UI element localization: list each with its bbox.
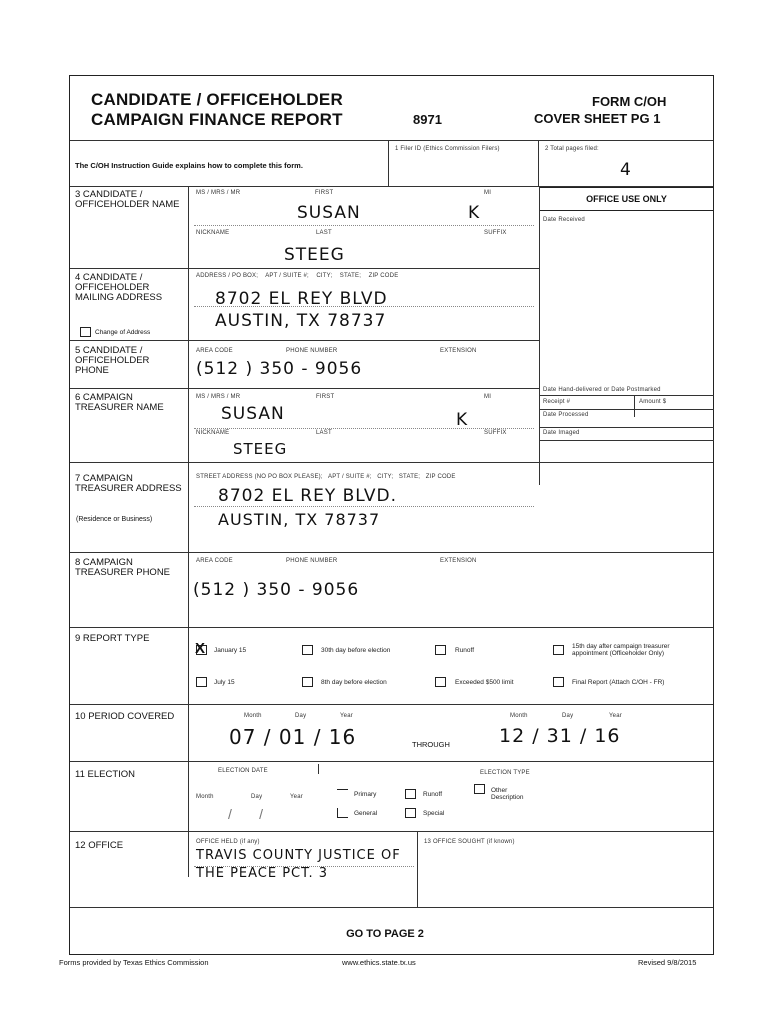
candidate-last-name[interactable]: STEEG	[284, 245, 345, 265]
election-special-label: Special	[423, 810, 445, 817]
treasurer-phone[interactable]: (512 ) 350 - 9056	[193, 580, 360, 600]
section6-label: 6 CAMPAIGN TREASURER NAME	[75, 392, 164, 413]
section11-label: 11 ELECTION	[75, 769, 136, 780]
report-type-15th-checkbox[interactable]	[553, 645, 564, 655]
election-special-checkbox[interactable]	[405, 808, 416, 818]
form-title-line1: CANDIDATE / OFFICEHOLDER	[91, 90, 343, 109]
report-type-jul15-label: July 15	[214, 679, 235, 686]
candidate-address-line2[interactable]: AUSTIN, TX 78737	[215, 311, 387, 331]
date-hand-delivered-label: Date Hand-delivered or Date Postmarked	[543, 387, 661, 393]
period-from-year-label: Year	[340, 713, 353, 719]
filer-id-label: 1 Filer ID (Ethics Commission Filers)	[395, 146, 500, 152]
election-general-checkbox[interactable]	[337, 808, 348, 818]
form-id: FORM C/OH	[592, 94, 667, 109]
election-other-checkbox[interactable]	[474, 784, 485, 794]
section5-phone-label: PHONE NUMBER	[286, 348, 338, 354]
section6-first-label: FIRST	[316, 394, 335, 400]
footer-url[interactable]: www.ethics.state.tx.us	[342, 958, 416, 967]
period-from-month-label: Month	[244, 713, 262, 719]
section8-phone-label: PHONE NUMBER	[286, 558, 338, 564]
section3-nickname-label: NICKNAME	[196, 230, 230, 236]
section9-label: 9 REPORT TYPE	[75, 633, 150, 644]
section3-label: 3 CANDIDATE / OFFICEHOLDER NAME	[75, 189, 180, 210]
office-sought-label: 13 OFFICE SOUGHT (if known)	[424, 839, 515, 845]
office-held-line1[interactable]: TRAVIS COUNTY JUSTICE OF	[196, 848, 401, 863]
date-received-label: Date Received	[543, 217, 585, 223]
report-type-runoff-label: Runoff	[455, 647, 475, 654]
election-primary-checkbox[interactable]	[337, 789, 348, 799]
election-date-slashes: / /	[228, 806, 264, 822]
report-type-8th-label: 8th day before election	[321, 679, 387, 686]
change-of-address-checkbox[interactable]	[80, 327, 91, 337]
election-runoff-checkbox[interactable]	[405, 789, 416, 799]
candidate-phone[interactable]: (512 ) 350 - 9056	[196, 359, 363, 379]
section6-nickname-label: NICKNAME	[196, 430, 230, 436]
election-date-label: ELECTION DATE	[218, 768, 268, 774]
change-of-address-label: Change of Address	[95, 329, 151, 336]
section5-ext-label: EXTENSION	[440, 348, 477, 354]
election-general-label: General	[354, 810, 378, 817]
election-year-label: Year	[290, 794, 303, 800]
go-to-page-2: GO TO PAGE 2	[346, 928, 424, 940]
period-to-month-label: Month	[510, 713, 528, 719]
election-runoff-label: Runoff	[423, 791, 443, 798]
section4-fields-label: ADDRESS / PO BOX; APT / SUITE #; CITY; STATE; ZIP CODE	[196, 273, 399, 279]
office-held-line2[interactable]: THE PEACE PCT. 3	[196, 866, 329, 881]
footer-revised: Revised 9/8/2015	[638, 958, 697, 967]
report-type-exceeded-checkbox[interactable]	[435, 677, 446, 687]
section5-label: 5 CANDIDATE / OFFICEHOLDER PHONE	[75, 345, 150, 376]
section6-suffix-label: SUFFIX	[484, 430, 507, 436]
treasurer-last-name[interactable]: STEEG	[233, 440, 288, 458]
office-use-title: OFFICE USE ONLY	[586, 194, 667, 204]
report-type-exceeded-label: Exceeded $500 limit	[455, 679, 514, 686]
period-to-year-label: Year	[609, 713, 622, 719]
treasurer-mi[interactable]: K	[456, 410, 469, 430]
total-pages-label: 2 Total pages filed:	[545, 146, 599, 152]
candidate-mi[interactable]: K	[468, 203, 481, 223]
section6-mi-label: MI	[484, 394, 492, 400]
office-use-box	[539, 187, 714, 485]
section3-ms-label: MS / MRS / MR	[196, 190, 241, 196]
date-imaged-label: Date Imaged	[543, 430, 580, 436]
period-to-day-label: Day	[562, 713, 574, 719]
section4-label: 4 CANDIDATE / OFFICEHOLDER MAILING ADDRESS	[75, 272, 163, 303]
treasurer-address-line2[interactable]: AUSTIN, TX 78737	[218, 510, 381, 529]
section7-label: 7 CAMPAIGN TREASURER ADDRESS	[75, 473, 182, 494]
period-from-day-label: Day	[295, 713, 307, 719]
form-title-line2: CAMPAIGN FINANCE REPORT	[91, 110, 343, 129]
election-type-label: ELECTION TYPE	[480, 770, 530, 776]
section7-fields-label: STREET ADDRESS (NO PO BOX PLEASE); APT / SUITE #; CITY; STATE; ZIP CODE	[196, 474, 456, 480]
cover-sheet-label: COVER SHEET PG 1	[534, 111, 661, 126]
report-type-final-checkbox[interactable]	[553, 677, 564, 687]
section8-label: 8 CAMPAIGN TREASURER PHONE	[75, 557, 171, 578]
section12-label: 12 OFFICE	[75, 840, 124, 851]
report-type-runoff-checkbox[interactable]	[435, 645, 446, 655]
treasurer-address-line1[interactable]: 8702 EL REY BLVD.	[218, 486, 398, 506]
section3-mi-label: MI	[484, 190, 492, 196]
section8-ext-label: EXTENSION	[440, 558, 477, 564]
form-number: 8971	[413, 112, 442, 127]
office-held-label: OFFICE HELD (if any)	[196, 839, 260, 845]
section3-last-label: LAST	[316, 230, 332, 236]
candidate-address-line1[interactable]: 8702 EL REY BLVD	[215, 289, 388, 309]
amount-label: Amount $	[639, 399, 667, 405]
jan15-check-mark: X	[195, 640, 206, 657]
period-to-date[interactable]: 12 / 31 / 16	[499, 725, 621, 747]
footer-provided: Forms provided by Texas Ethics Commission	[59, 958, 209, 967]
report-type-8th-checkbox[interactable]	[302, 677, 313, 687]
report-type-15th-label: 15th day after campaign treasurer appointment (Officeholder Only)	[572, 643, 670, 657]
report-type-30th-label: 30th day before election	[321, 647, 391, 654]
total-pages-value[interactable]: 4	[620, 160, 632, 180]
report-type-jan15-label: January 15	[214, 647, 247, 654]
election-primary-label: Primary	[354, 791, 377, 798]
report-type-jul15-checkbox[interactable]	[196, 677, 207, 687]
instructions-text: The C/OH Instruction Guide explains how to complete this form.	[75, 161, 303, 170]
section6-ms-label: MS / MRS / MR	[196, 394, 241, 400]
section6-last-label: LAST	[316, 430, 332, 436]
section3-suffix-label: SUFFIX	[484, 230, 507, 236]
report-type-30th-checkbox[interactable]	[302, 645, 313, 655]
receipt-label: Receipt #	[543, 399, 571, 405]
period-from-date[interactable]: 07 / 01 / 16	[229, 725, 357, 749]
section8-area-label: AREA CODE	[196, 558, 233, 564]
section7-sub: (Residence or Business)	[76, 516, 153, 523]
election-day-label: Day	[251, 794, 263, 800]
report-type-final-label: Final Report (Attach C/OH - FR)	[572, 679, 665, 686]
election-other-label: Other Description	[491, 787, 524, 801]
election-month-label: Month	[196, 794, 214, 800]
candidate-first-name[interactable]: SUSAN	[297, 203, 361, 223]
period-through-label: THROUGH	[412, 740, 450, 749]
section3-first-label: FIRST	[315, 190, 334, 196]
treasurer-first-name[interactable]: SUSAN	[221, 404, 285, 424]
section5-area-label: AREA CODE	[196, 348, 233, 354]
date-processed-label: Date Processed	[543, 412, 589, 418]
section10-label: 10 PERIOD COVERED	[75, 711, 175, 722]
